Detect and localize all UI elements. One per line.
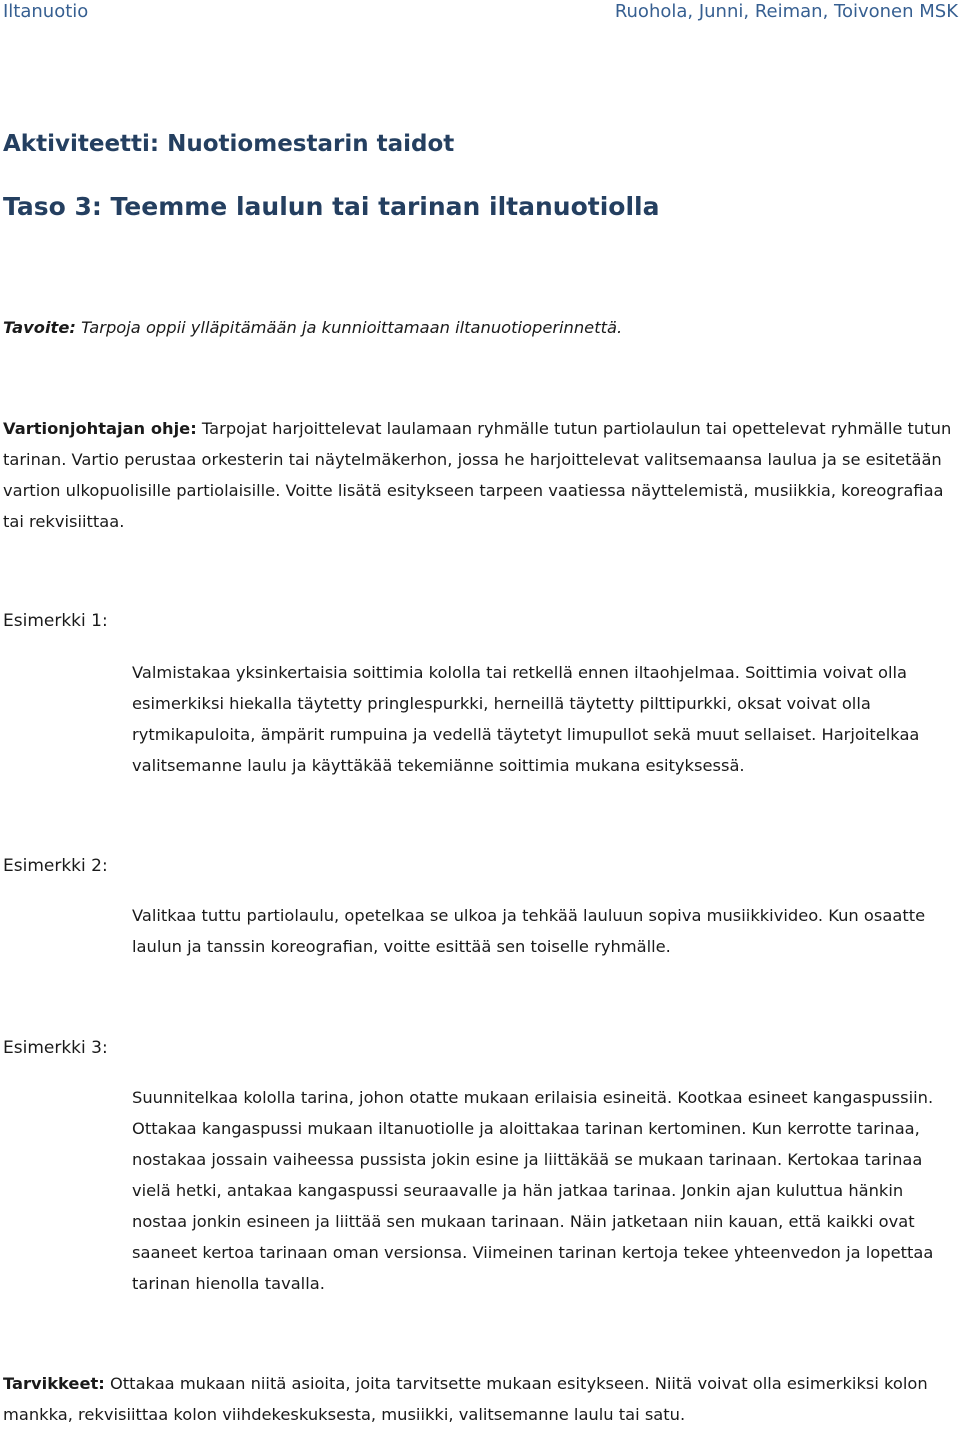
example-3-heading: Esimerkki 3: xyxy=(3,1038,108,1058)
example-1-heading: Esimerkki 1: xyxy=(3,611,108,631)
activity-title: Aktiviteetti: Nuotiomestarin taidot xyxy=(3,131,455,157)
supplies-text: Ottakaa mukaan niitä asioita, joita tarvitsette mukaan esitykseen. Niitä voivat olla esimerkiksi kolon mankka, rekvisiittaa kolon viihdekeskuksesta, musiikki, valitsemanne laulu tai satu. xyxy=(3,1374,928,1424)
level-title: Taso 3: Teemme laulun tai tarinan iltanuotiolla xyxy=(3,192,660,221)
leader-instructions-label: Vartionjohtajan ohje: xyxy=(3,419,197,438)
example-3-text: Suunnitelkaa kololla tarina, johon otatte mukaan erilaisia esineitä. Kootkaa esineet kangaspussiin. Ottakaa kangaspussi mukaan iltanuotiolle ja aloittakaa tarinan kertominen. Kun kerrotte tarinaa, nostakaa jossain vaiheessa pussista jokin esine ja liittäkää se mukaan tarinaan. Kertokaa tarinaa vielä hetki, antakaa kangaspussi seuraavalle ja hän jatkaa tarinaa. Jonkin ajan kuluttua hänkin nostaa jonkin esineen ja liittää sen mukaan tarinaan. Näin jatketaan niin kauan, että kaikki ovat saaneet kertoa tarinaan oman versionsa. Viimeinen tarinan kertoja tekee yhteenvedon ja lopettaa tarinan hienolla tavalla. xyxy=(132,1088,934,1293)
leader-instructions-text: Tarpojat harjoittelevat laulamaan ryhmälle tutun partiolaulun tai opettelevat ryhmälle tutun tarinan. Vartio perustaa orkesterin tai näytelmäkerhon, jossa he harjoittelevat valitsemaansa laulua ja se esitetään vartion ulkopuolisille partiolaisille. Voitte lisätä esitykseen tarpeen vaatiessa näyttelemistä, musiikkia, koreografiaa tai rekvisiittaa. xyxy=(3,419,952,531)
example-2-text: Valitkaa tuttu partiolaulu, opetelkaa se ulkoa ja tehkää lauluun sopiva musiikkivideo. Kun osaatte laulun ja tanssin koreografian, voitte esittää sen toiselle ryhmälle. xyxy=(132,906,926,956)
supplies-paragraph xyxy=(3,1368,953,1430)
goal-paragraph xyxy=(3,312,953,343)
example-1-text: Valmistakaa yksinkertaisia soittimia kololla tai retkellä ennen iltaohjelmaa. Soittimia voivat olla esimerkiksi hiekalla täytetty pringlespurkki, herneillä täytetty pilttipurkki, oksat voivat olla rytmikapuloita, ämpärit rumpuina ja vedellä täytetyt limupullot sekä muut sellaiset. Harjoitelkaa valitsemanne laulu ja käyttäkää tekemiänne soittimia mukana esityksessä. xyxy=(132,663,920,775)
goal-text: Tarpoja oppii ylläpitämään ja kunnioittamaan iltanuotioperinnettä. xyxy=(75,318,623,337)
supplies-label: Tarvikkeet: xyxy=(3,1374,105,1393)
header-authors: Ruohola, Junni, Reiman, Toivonen MSK xyxy=(614,1,958,22)
example-2-heading: Esimerkki 2: xyxy=(3,856,108,876)
header-document-title: Iltanuotio xyxy=(3,1,89,22)
page-header xyxy=(3,0,958,26)
goal-label: Tavoite: xyxy=(3,318,76,337)
leader-instructions-paragraph xyxy=(3,413,953,537)
